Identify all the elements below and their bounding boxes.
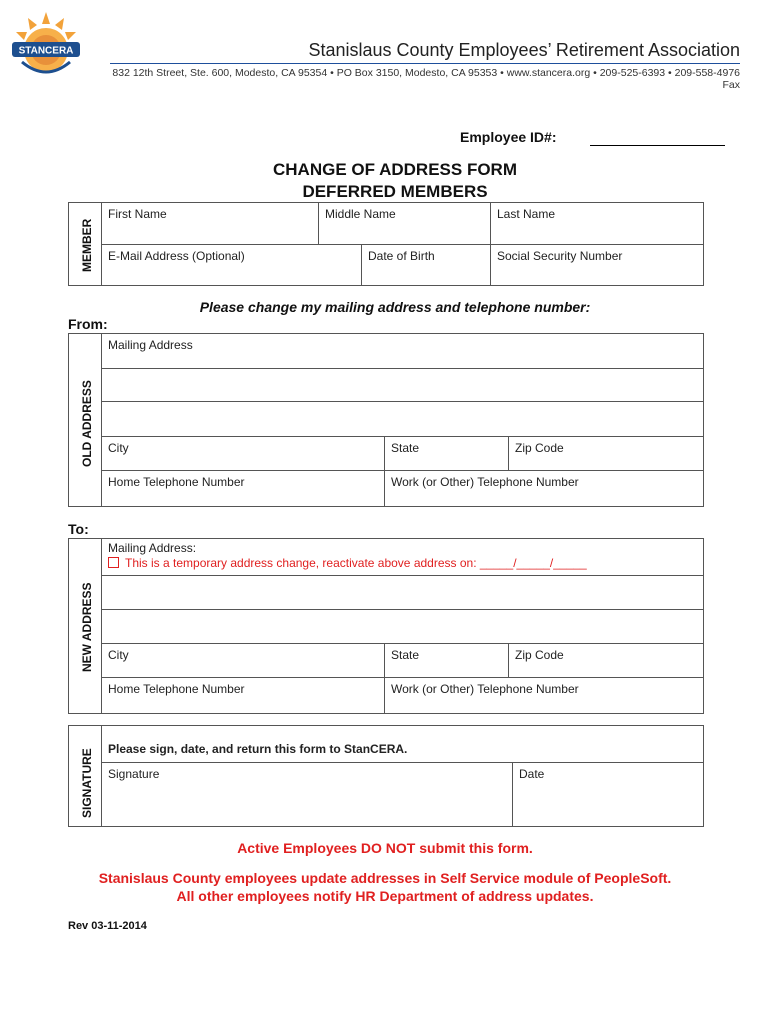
temporary-change-checkbox[interactable] — [108, 557, 119, 568]
new-city-field[interactable] — [102, 644, 385, 678]
revision-date: Rev 03-11-2014 — [68, 920, 147, 932]
old-address-section — [68, 333, 704, 507]
employee-id-field[interactable] — [590, 145, 725, 146]
old-home-phone-label: Home Telephone Number — [108, 475, 245, 489]
new-mailing-address-field[interactable] — [102, 539, 703, 576]
new-work-phone-field[interactable] — [385, 678, 703, 713]
new-mailing-label: Mailing Address: — [108, 541, 197, 555]
old-work-phone-label: Work (or Other) Telephone Number — [391, 475, 579, 489]
signature-label: Signature — [108, 767, 160, 781]
member-side-label: MEMBER — [80, 218, 94, 272]
new-address-line-2[interactable] — [102, 576, 703, 610]
new-address-section — [68, 538, 704, 714]
new-zip-label: Zip Code — [515, 648, 564, 662]
old-address-line-2[interactable] — [102, 369, 703, 402]
stancera-logo — [8, 10, 84, 86]
old-mailing-label: Mailing Address — [108, 338, 193, 352]
form-title: CHANGE OF ADDRESS FORM — [273, 160, 517, 179]
organization-address: 832 12th Street, Ste. 600, Modesto, CA 95354 • PO Box 3150, Modesto, CA 95353 • www.stancera.org • 209-525-6393 • 209-558-4976 Fax — [112, 67, 740, 91]
old-work-phone-field[interactable] — [385, 471, 703, 506]
new-address-line-3[interactable] — [102, 610, 703, 644]
old-mailing-address-field[interactable] — [102, 334, 703, 369]
form-subtitle: DEFERRED MEMBERS — [302, 182, 488, 201]
from-label: From: — [68, 316, 108, 332]
address-change-instruction: Please change my mailing address and telephone number: — [199, 299, 591, 315]
temporary-change-note: This is a temporary address change, reactivate above address on: _____/_____/_____ — [125, 556, 587, 570]
old-home-phone-field[interactable] — [102, 471, 385, 506]
new-state-label: State — [391, 648, 420, 662]
new-home-phone-field[interactable] — [102, 678, 385, 713]
organization-name: Stanislaus County Employees’ Retirement Association — [308, 40, 740, 60]
new-home-phone-label: Home Telephone Number — [108, 682, 245, 696]
middle-name-field[interactable] — [319, 203, 491, 245]
employee-id-label: Employee ID#: — [460, 129, 557, 145]
logo-text: STANCERA — [18, 45, 74, 57]
first-name-label: First Name — [108, 207, 167, 221]
member-section — [68, 202, 704, 286]
old-city-label: City — [108, 441, 129, 455]
old-state-label: State — [391, 441, 420, 455]
email-label: E-Mail Address (Optional) — [108, 249, 245, 263]
old-address-line-3[interactable] — [102, 402, 703, 437]
old-address-side-label: OLD ADDRESS — [80, 380, 94, 467]
signature-section — [68, 725, 704, 827]
first-name-field[interactable] — [102, 203, 319, 245]
header-rule — [110, 63, 740, 64]
dob-field[interactable] — [362, 245, 491, 285]
old-zip-field[interactable] — [509, 437, 703, 471]
new-zip-field[interactable] — [509, 644, 703, 678]
county-employees-note: Stanislaus County employees update addresses in Self Service module of PeopleSoft. — [98, 870, 672, 886]
old-city-field[interactable] — [102, 437, 385, 471]
old-zip-label: Zip Code — [515, 441, 564, 455]
other-employees-note: All other employees notify HR Department of address updates. — [176, 888, 594, 904]
new-state-field[interactable] — [385, 644, 509, 678]
ssn-label: Social Security Number — [497, 249, 623, 263]
signature-field[interactable] — [102, 763, 513, 826]
signature-side-label: SIGNATURE — [80, 748, 94, 818]
last-name-label: Last Name — [497, 207, 556, 221]
new-city-label: City — [108, 648, 129, 662]
old-state-field[interactable] — [385, 437, 509, 471]
new-work-phone-label: Work (or Other) Telephone Number — [391, 682, 579, 696]
last-name-field[interactable] — [491, 203, 703, 245]
date-label: Date — [519, 767, 545, 781]
new-address-side-label: NEW ADDRESS — [80, 582, 94, 672]
to-label: To: — [68, 521, 89, 537]
ssn-field[interactable] — [491, 245, 703, 285]
signature-instruction: Please sign, date, and return this form to StanCERA. — [102, 726, 703, 763]
active-employees-note: Active Employees DO NOT submit this form. — [237, 840, 533, 856]
email-field[interactable] — [102, 245, 362, 285]
dob-label: Date of Birth — [368, 249, 435, 263]
middle-name-label: Middle Name — [325, 207, 396, 221]
date-field[interactable] — [513, 763, 703, 826]
